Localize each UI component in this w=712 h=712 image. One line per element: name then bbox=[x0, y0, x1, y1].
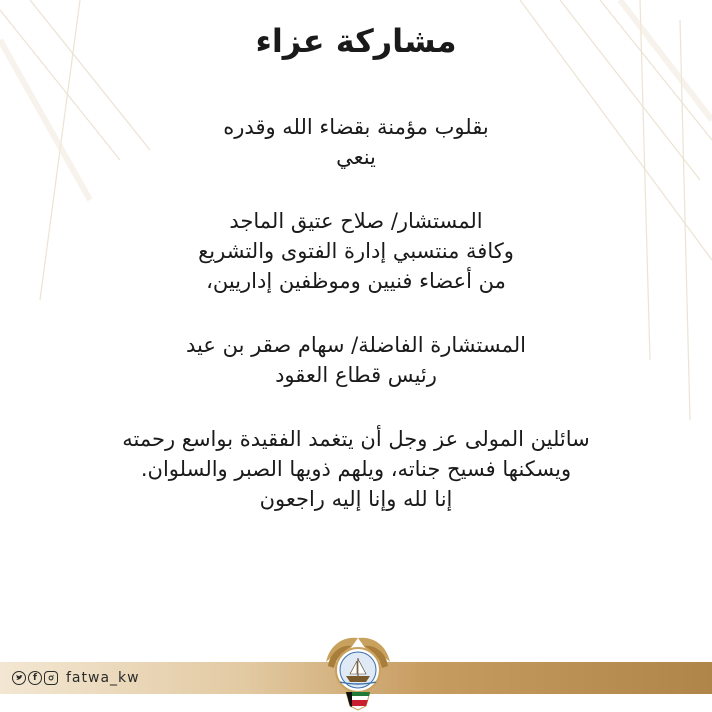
text-line: سائلين المولى عز وجل أن يتغمد الفقيدة بواسع رحمته bbox=[122, 427, 590, 451]
instagram-icon[interactable] bbox=[44, 671, 58, 685]
text-line: المستشار/ صلاح عتيق الماجد bbox=[229, 209, 483, 233]
emblem-logo bbox=[322, 632, 394, 712]
social-links bbox=[12, 668, 140, 688]
text-line: ينعي bbox=[336, 145, 376, 169]
twitter-icon[interactable] bbox=[12, 671, 26, 685]
text-line: وكافة منتسبي إدارة الفتوى والتشريع bbox=[198, 239, 514, 263]
text-line: ويسكنها فسيح جناته، ويلهم ذويها الصبر والسلوان. bbox=[140, 457, 572, 481]
condolence-text bbox=[0, 112, 712, 514]
text-line: إنا لله وإنا إليه راجعون bbox=[259, 487, 453, 511]
text-line: من أعضاء فنيين وموظفين إداريين، bbox=[206, 269, 506, 293]
social-handle[interactable]: fatwa_kw bbox=[66, 670, 140, 686]
facebook-icon[interactable]: f bbox=[28, 671, 42, 685]
page-title: مشاركة عزاء bbox=[255, 22, 457, 60]
text-line: المستشارة الفاضلة/ سهام صقر بن عيد bbox=[186, 333, 526, 357]
text-line: رئيس قطاع العقود bbox=[275, 363, 437, 387]
text-line: بقلوب مؤمنة بقضاء الله وقدره bbox=[223, 115, 489, 139]
